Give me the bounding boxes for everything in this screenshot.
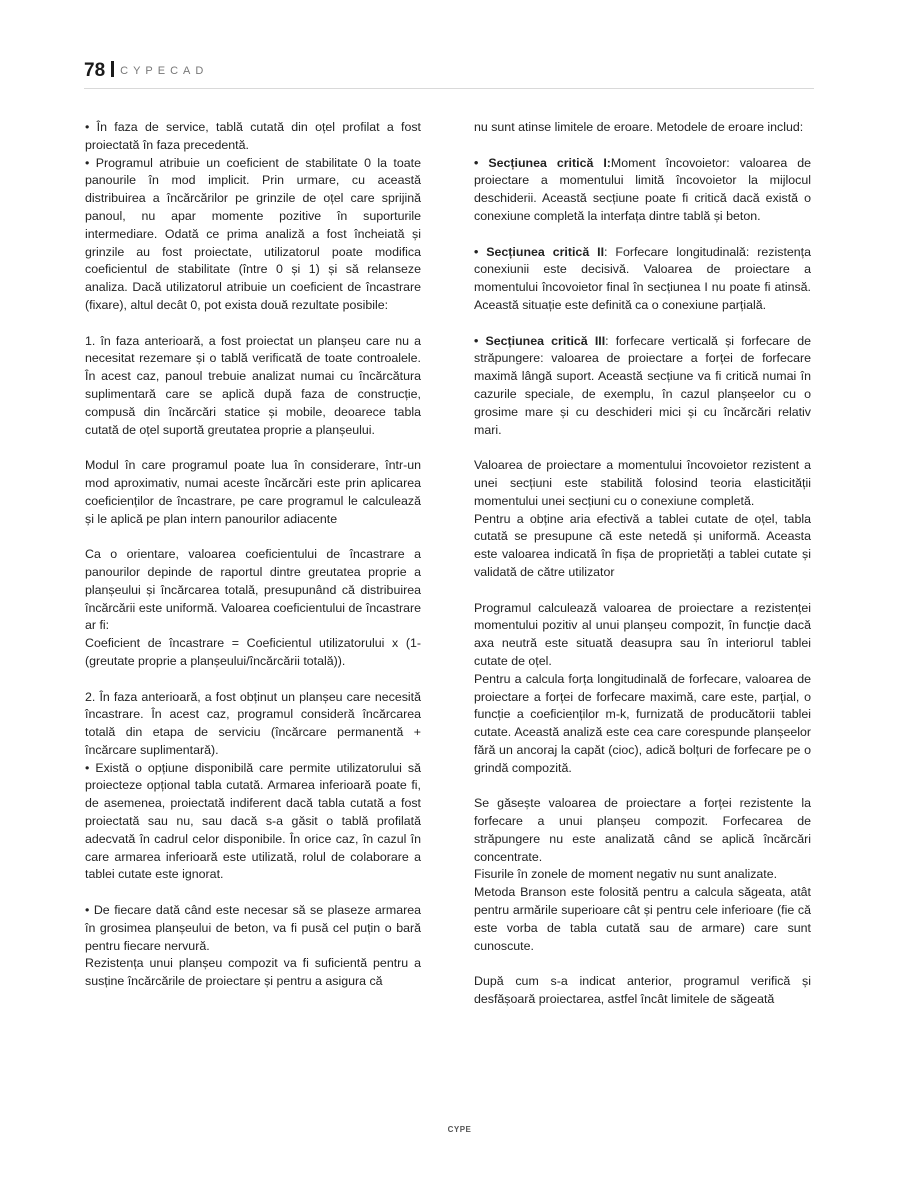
paragraph: Pentru a calcula forța longitudinală de forfecare, valoarea de proiectare a forței de forfecare maximă, care este, parțial, o funcție a coeficienților m-k, furnizată de producătorii tablei cutate. Această analiză este cea care corespunde planșeelor fără un ancoraj la capăt (cioc), adică bolțuri de forfecare pe o grindă compozită. xyxy=(474,671,811,775)
critical-section-3 xyxy=(474,333,811,440)
paragraph: • De fiecare dată când este necesar să se plaseze armarea în grosimea planșeului de beton, va fi pusă cel puțin o bară pentru fiecare nervură. xyxy=(85,903,421,953)
critical-section-text: : Forfecare longitudinală: rezistența conexiunii este decisivă. Valoarea de proiectare a momentului încovoietor final în secțiunea I nu poate fi atinsă. Această situație este definită ca o conexiune parțială. xyxy=(474,244,811,312)
critical-section-1 xyxy=(474,155,811,226)
header-rule xyxy=(84,88,814,89)
paragraph: Valoarea de proiectare a momentului încovoietor rezistent a unei secțiuni este stabilită folosind teoria elasticității momentului unei secțiuni cu o conexiune completă. xyxy=(474,458,811,508)
paragraph: Fisurile în zonele de moment negativ nu sunt analizate. xyxy=(474,867,778,882)
paragraph: • Programul atribuie un coeficient de stabilitate 0 la toate panourile în mod implicit. Prin urmare, cu această distribuirea a încărcărilor pe grinzile de oțel care sprijină panoul, nu apar momente pozitive în suporturile intermediare. Odată ce prima analiză a fost încheiată și grinzile au fost proiectate, utilizatorul poate modifica coeficientul de stabilitate (între 0 și 1) și să relanseze analiza. Dacă utilizatorul atribuie un coeficient de încastrare (fixare), altul decât 0, pot exista două rezultate posibile: xyxy=(85,155,421,312)
paragraph: 2. În faza anterioară, a fost obținut un planșeu care necesită încastrare. În acest caz, programul consideră încărcarea totală din etapa de serviciu (încărcare permanentă + încărcare suplimentară). xyxy=(85,689,421,757)
paragraph: Se găsește valoarea de proiectare a forței rezistente la forfecare a unui planșeu compozit. Forfecarea de străpungere nu este analizată când se aplică încărcări concentrate. xyxy=(474,796,811,864)
paragraph: Metoda Branson este folosită pentru a calcula săgeata, atât pentru armările superioare cât și pentru cele inferioare (fie că este vorba de tabla cutată sau de armare) care sunt cunoscute. xyxy=(474,885,811,953)
critical-section-label: • Secțiunea critică I: xyxy=(474,155,611,170)
paragraph: După cum s-a indicat anterior, programul verifică și desfășoară proiectarea, astfel încât limitele de săgeată xyxy=(474,974,811,1007)
paragraph: Rezistența unui planșeu compozit va fi suficientă pentru a susține încărcările de proiectare și pentru a asigura că xyxy=(85,956,421,989)
critical-section-text: Moment încovoietor: valoarea de proiectare a momentului limită încovoietor la mijlocul deschiderii. Această secțiune poate fi critică dacă există o conexiune completă la interfața dintre tablă și beton. xyxy=(474,155,812,223)
paragraph: 1. în faza anterioară, a fost proiectat un planșeu care nu a necesitat rezemare și o tablă verificată de toate controalele. În acest caz, panoul trebuie analizat numai cu încărcătura suplimentară care se aplică după faza de construcție, compusă din încărcări statice și mobile, deoarece tabla cutată de oțel suportă greutatea proprie a planșeului. xyxy=(85,333,421,437)
paragraph: Programul calculează valoarea de proiectare a rezistenței momentului pozitiv al unui planșeu compozit, în funcție dacă axa neutră este situată deasupra sau în interiorul tablei cutate de oțel. xyxy=(474,600,811,668)
paragraph: Pentru a obține aria efectivă a tablei cutate de oțel, tabla cutată se presupune că este netedă și uniformă. Aceasta este valoarea indicată în fișa de proprietăți a tablei cutate și validată de către utilizator xyxy=(474,511,811,579)
page-number: 78 xyxy=(84,60,106,81)
right-column xyxy=(474,119,811,1009)
paragraph: Ca o orientare, valoarea coeficientului de încastrare a panourilor depinde de raportul dintre greutatea proprie a planșeului și încărcarea totală, presupunând că distribuirea încărcării este uniformă. Valoarea coeficientului de încastrare ar fi: xyxy=(85,547,421,633)
critical-section-label: • Secțiunea critică II xyxy=(474,244,605,259)
page-footer: CYPE xyxy=(447,1125,472,1134)
header-separator xyxy=(111,61,114,77)
critical-section-2 xyxy=(474,244,811,315)
page-header xyxy=(84,60,208,86)
paragraph: Coeficient de încastrare = Coeficientul utilizatorului x (1-(greutate proprie a planșeului/încărcării totală)). xyxy=(85,636,421,668)
critical-section-text: : forfecare verticală și forfecare de străpungere: valoarea de proiectare a forței de forfecare maximă lângă suport. Această secțiune va fi critică numai în cazurile speciale, de exemplu, în cazul planșeelor cu o grosime mare și cu deschideri mici și cu încărcări relativ mari. xyxy=(474,333,811,437)
paragraph: Modul în care programul poate lua în considerare, într-un mod aproximativ, numai aceste încărcări este prin aplicarea coeficienților de încastrare, pe care programul le calculează și le aplică pe plan intern panourilor adiacente xyxy=(85,458,421,526)
brand-name: CYPECAD xyxy=(120,65,209,77)
paragraph: • Există o opțiune disponibilă care permite utilizatorului să proiecteze opțional tabla cutată. Armarea inferioară poate fi, de asemenea, proiectată indiferent dacă tabla cutată a fost proiectată sau nu, sau dacă s-a găsit o tablă profilată adecvată în cadrul celor disponibile. În orice caz, în cazul în care armarea inferioară este utilizată, rolul de colaborare a tablei cutate este ignorat. xyxy=(85,760,421,882)
paragraph: nu sunt atinse limitele de eroare. Metodele de eroare includ: xyxy=(474,120,804,134)
critical-section-label: • Secțiunea critică III xyxy=(474,333,606,348)
paragraph: • În faza de service, tablă cutată din oțel profilat a fost proiectată în faza precedentă. xyxy=(85,120,421,152)
left-column xyxy=(85,119,421,991)
